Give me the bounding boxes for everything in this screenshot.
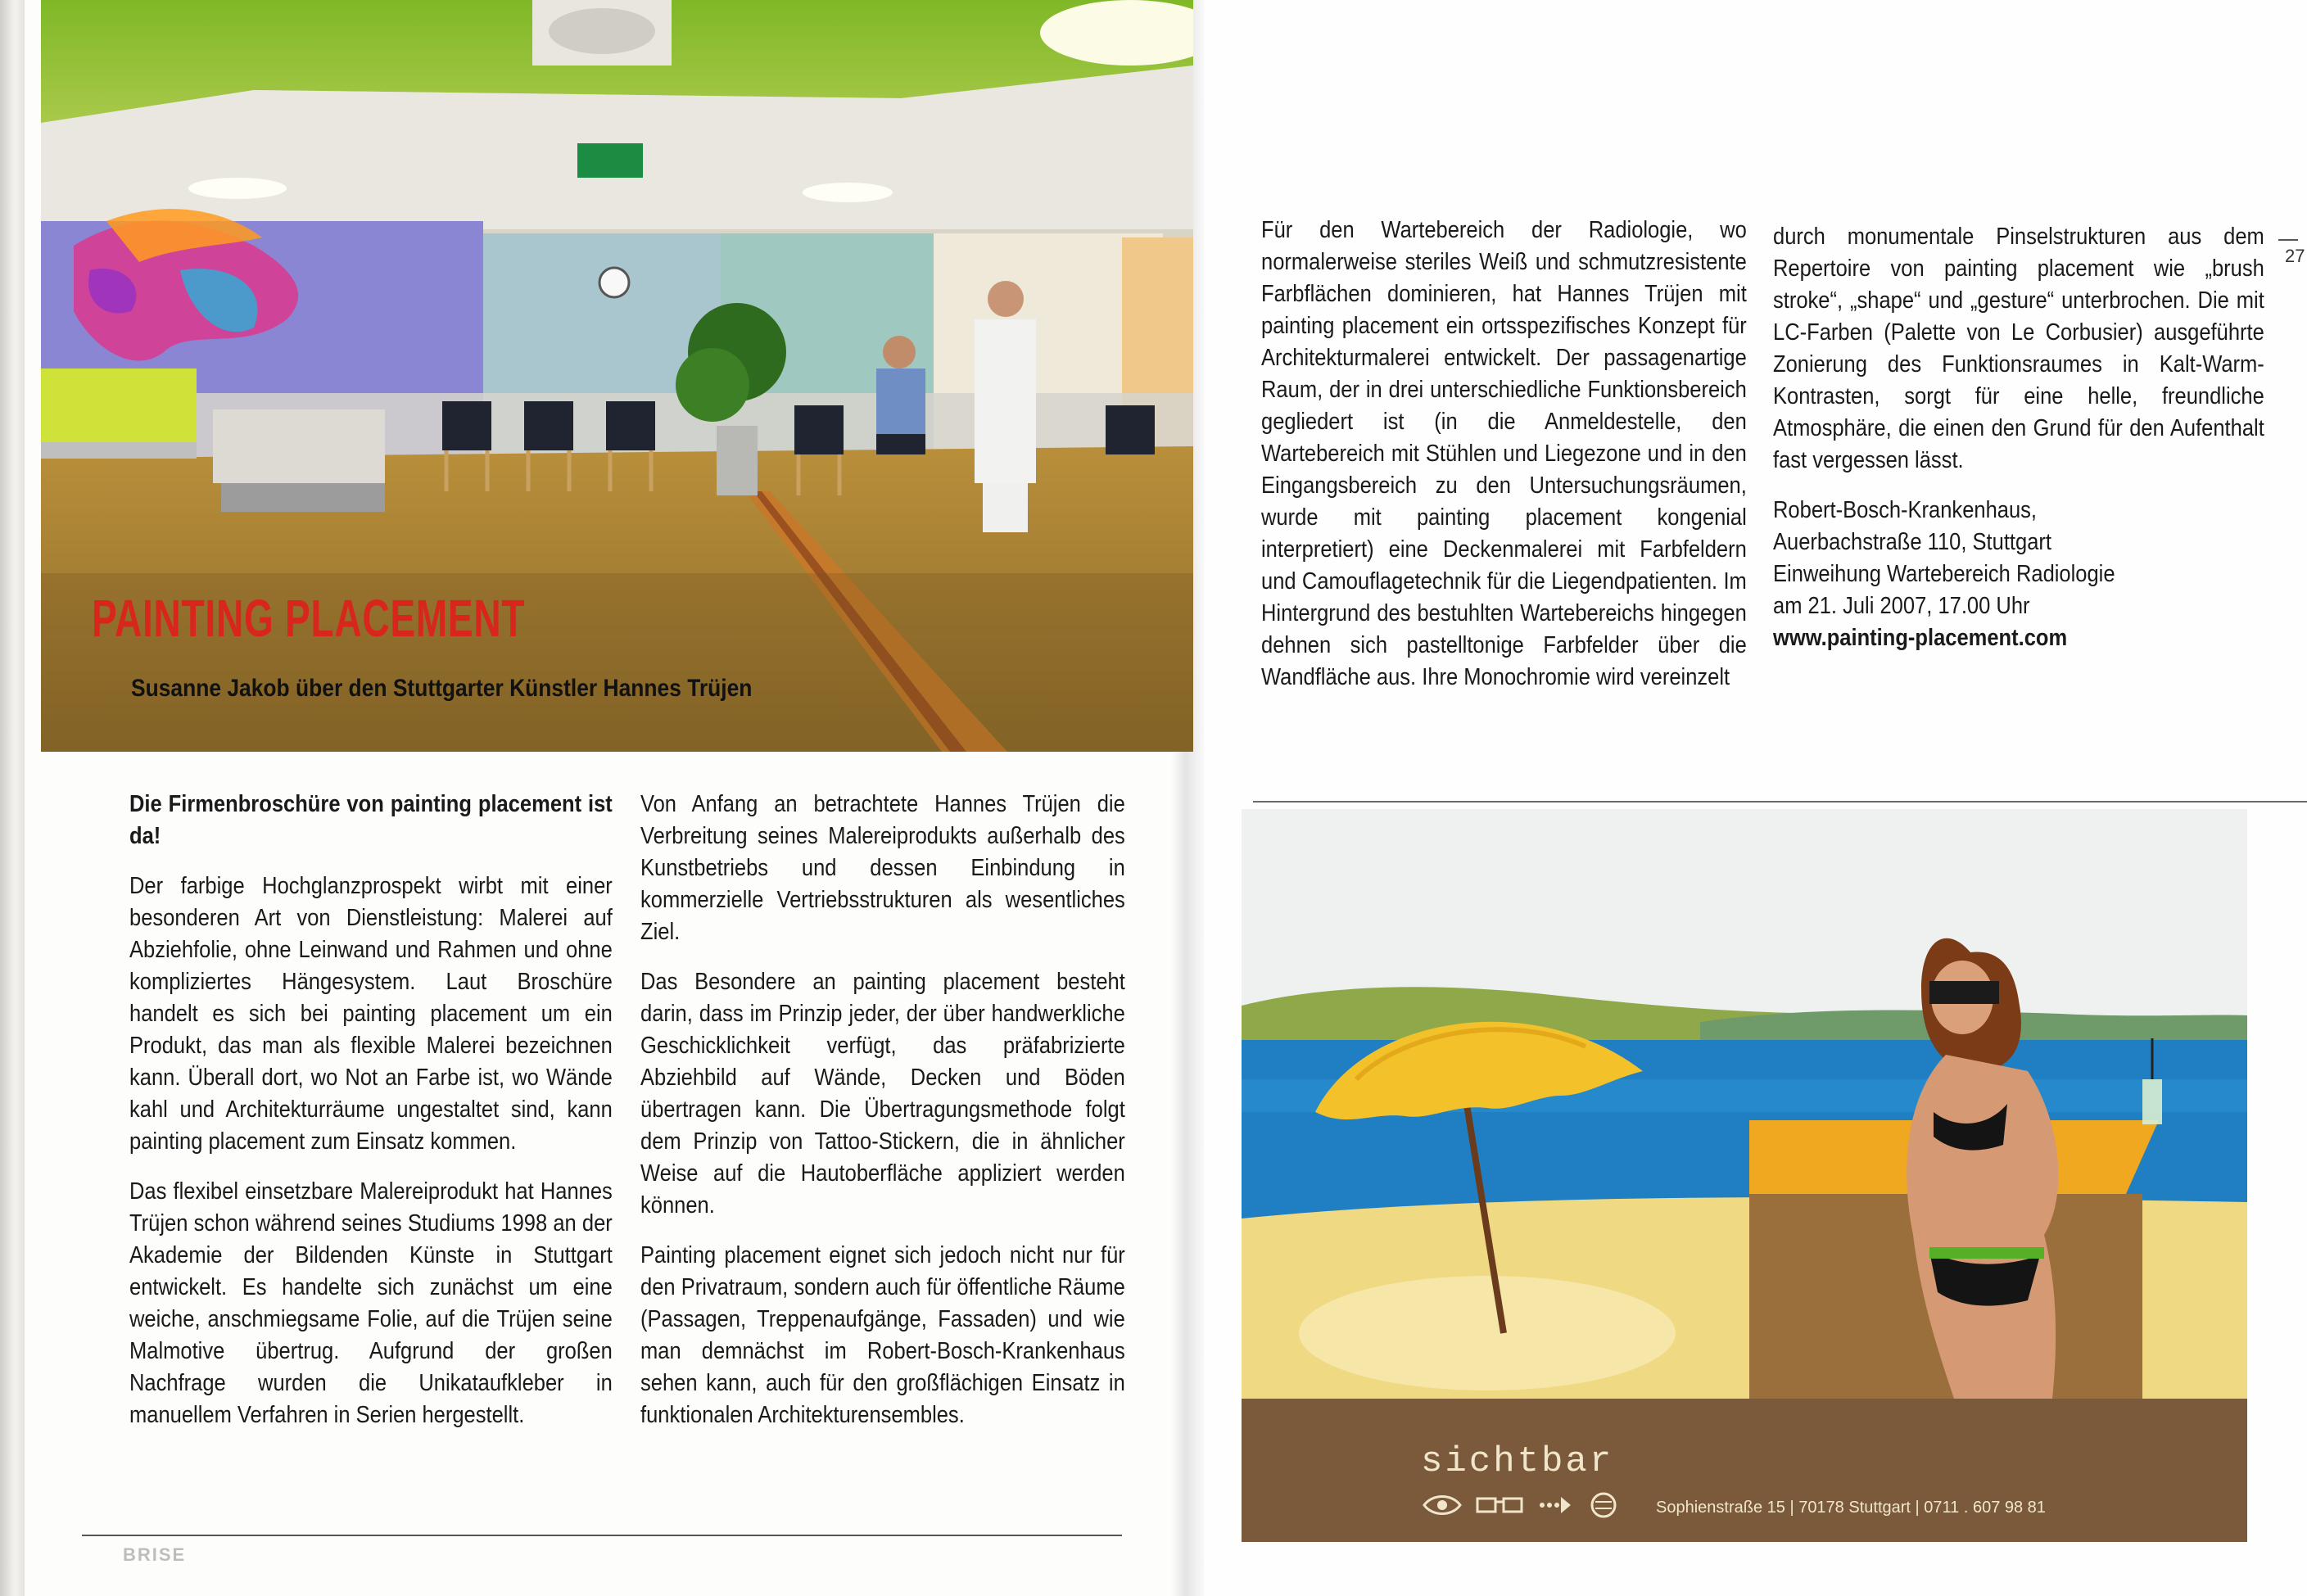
page-number-rule <box>2278 239 2298 241</box>
glasses-icon <box>1474 1490 1525 1520</box>
ad-address: Sophienstraße 15 | 70178 Stuttgart | 0711 . 607 98 81 <box>1656 1499 2046 1517</box>
footer-rule <box>82 1535 1122 1536</box>
ad-brand-logo: sichtbar <box>1421 1441 1614 1482</box>
eye-icon <box>1421 1490 1463 1520</box>
body-paragraph: durch monumentale Pinselstrukturen aus dem Repertoire von painting placement wie „brush stroke“, „shape“ und „gesture“ unterbrochen. Die mit LC-Farben (Palette von Le Corbusier) ausgeführte Zonierung des Funktionsraumes in Kalt-Warm-Kontrasten, sorgt für eine helle, freundliche Atmosphäre, die einen den Grund für den Aufenthalt fast vergessen lässt. <box>1773 224 2264 473</box>
body-paragraph: Das flexibel einsetzbare Malereiprodukt hat Hannes Trüjen schon während seines Studiums 1998 an der Akademie der Bildenden Künste in Stuttgart entwickelt. Es handelte sich zunächst um eine weiche, anschmiegsame Folie, auf die Trüjen seine Malmotive übertrug. Aufgrund der großen Nachfrage wurden die Unikataufkleber in manuellem Verfahren in Serien hergestellt. <box>129 1178 613 1428</box>
text-column-4 <box>1773 221 2264 654</box>
article-subtitle: Susanne Jakob über den Stuttgarter Künstler Hannes Trüjen <box>131 675 753 702</box>
sichtbar-advertisement <box>1242 809 2247 1542</box>
section-divider <box>1253 801 2307 803</box>
text-column-1 <box>129 789 613 1449</box>
body-paragraph: Für den Wartebereich der Radiologie, wo normalerweise steriles Weiß und schmutzresistente Farbflächen dominieren, hat Hannes Trüjen mit painting placement ein ortsspezifisches Konzept für Architekturmalerei entwickelt. Der passagenartige Raum, der in drei unterschiedliche Funktionsbereich gegliedert ist (in die Anmeldestelle, den Wartebereich mit Stühlen und Liegezone und in den Eingangsbereich zu den Untersuchungsräumen, wurde mit painting placement kongenial interpretiert) eine Deckenmalerei mit Farbfeldern und Camouflagetechnik für die Liegendpatienten. Im Hintergrund des bestuhlten Wartebereichs hingegen dehnen sich pastelltonige Farbfelder über die Wandfläche aus. Ihre Monochromie wird vereinzelt <box>1261 217 1747 690</box>
body-paragraph: Das Besondere an painting placement besteht darin, dass im Prinzip jeder, der über handwerkliche Geschicklichkeit verfügt, das präfabrizierte Abziehbild auf Wände, Decken und Böden übertragen kann. Die Übertragungsmethode folgt dem Prinzip von Tattoo-Stickern, die in ähnlicher Weise auf die Hautoberfläche appliziert werden können. <box>640 969 1125 1218</box>
text-column-2 <box>640 789 1125 1449</box>
page-number: 27 <box>2285 246 2305 266</box>
lens-icon <box>1589 1490 1618 1520</box>
footer-magazine-name: BRISE <box>123 1544 187 1565</box>
arrow-dots-icon <box>1538 1490 1574 1520</box>
magazine-spine <box>0 0 25 1596</box>
address-line: Robert-Bosch-Krankenhaus, <box>1773 497 2038 523</box>
text-column-3 <box>1261 215 1747 712</box>
address-line: am 21. Juli 2007, 17.00 Uhr <box>1773 593 2030 619</box>
body-paragraph: Der farbige Hochglanzprospekt wirbt mit einer besonderen Art von Dienstleistung: Malerei auf Abziehfolie, ohne Leinwand und Rahmen und ohne kompliziertes Hängesystem. Laut Broschüre handelt es sich bei painting placement um ein Produkt, das man als flexible Malerei bezeichnen kann. Überall dort, wo Not an Farbe ist, wo Wände kahl und Architekturräume ungestaltet sind, kann painting placement zum Einsatz kommen. <box>129 873 613 1155</box>
website-link[interactable]: www.painting-placement.com <box>1773 625 2068 651</box>
body-paragraph: Painting placement eignet sich jedoch nicht nur für den Privatraum, sondern auch für öffentliche Räume (Passagen, Treppenaufgänge, Fassaden) und wie man demnächst im Robert-Bosch-Krankenhaus sehen kann, auch für den großflächigen Einsatz in funktionalen Architekturensembles. <box>640 1242 1125 1428</box>
address-line: Einweihung Wartebereich Radiologie <box>1773 561 2115 587</box>
body-paragraph: Von Anfang an betrachtete Hannes Trüjen die Verbreitung seines Malereiprodukts außerhalb des Kunstbetriebs und dessen Einbindung in kommerzielle Vertriebsstrukturen als wesentliches Ziel. <box>640 791 1125 945</box>
lead-heading: Die Firmenbroschüre von painting placement ist da! <box>129 791 613 849</box>
article-title: PAINTING PLACEMENT <box>92 589 526 648</box>
address-line: Auerbachstraße 110, Stuttgart <box>1773 529 2051 555</box>
